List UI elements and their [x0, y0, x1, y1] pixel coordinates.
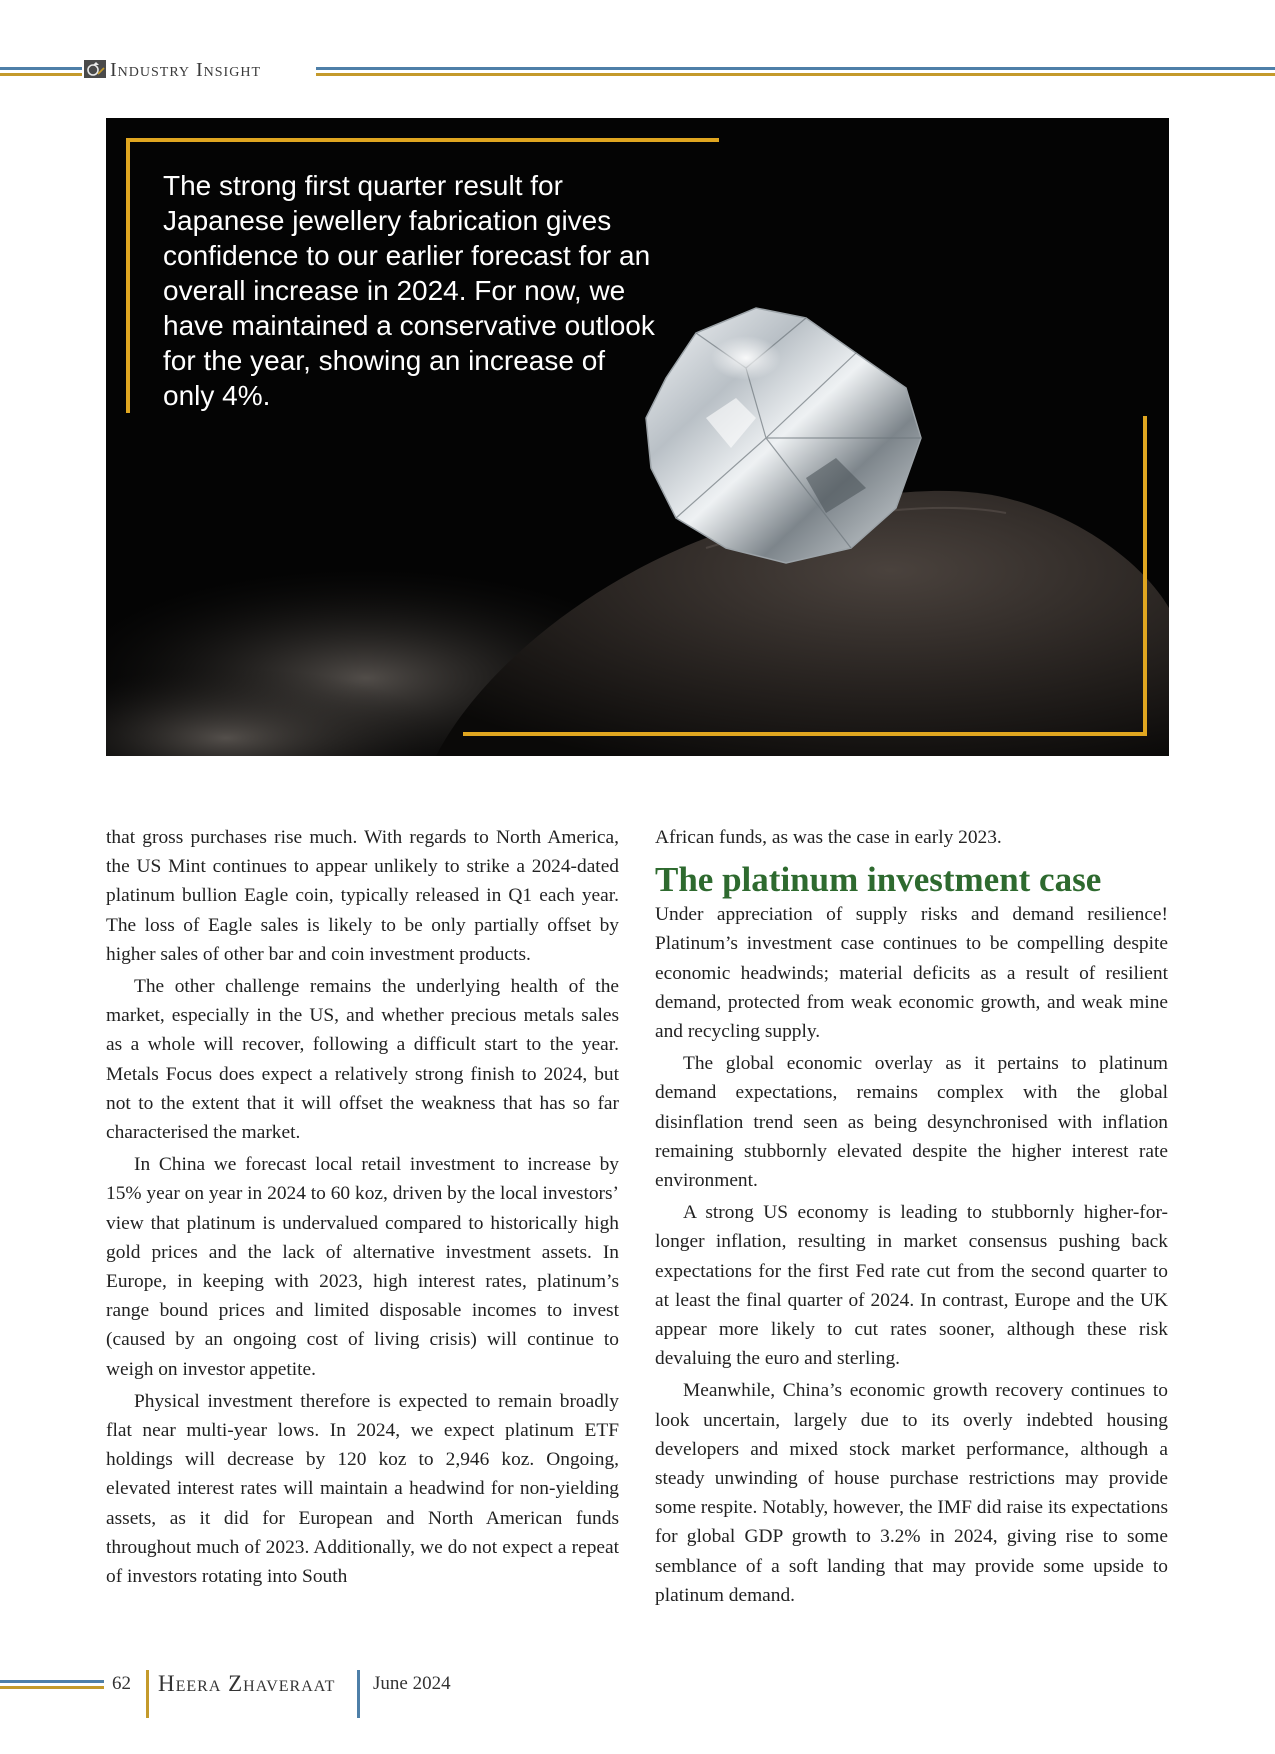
accent-frame-bottom: [463, 732, 1147, 736]
section-title: Industry Insight: [110, 59, 261, 81]
paragraph: that gross purchases rise much. With regards to North America, the US Mint continues to appear unlikely to strike a 2024-dated platinum bullion Eagle coin, typically released in Q1 each year. The loss of Eagle sales is likely to be only partially offset by higher sales of other bar and coin investment products.: [106, 827, 619, 965]
paragraph: The other challenge remains the underlying health of the market, especially in the US, and whether precious metals sales as a whole will recover, following a difficult start to the year. Metals Focus does expect a relatively strong finish to 2024, but not to the extent that it will offset the weakness that has so far characterised the market.: [106, 976, 619, 1144]
paragraph: Physical investment therefore is expected to remain broadly flat near multi-year lows. In 2024, we expect platinum ETF holdings will decrease by 120 koz to 2,946 koz. Ongoing, elevated interest rates will maintain a headwind for non-yielding assets, as it did for European and North American funds throughout much of 2023. Additionally, we do not expect a repeat of investors rotating into South: [106, 1390, 619, 1588]
header-rule-blue-right: [316, 67, 1275, 70]
paragraph: Under appreciation of supply risks and demand resilience! Platinum’s investment case continues to be compelling despite economic headwinds; material deficits as a result of resilient demand, protected from weak economic growth, and weak mine and recycling supply.: [655, 904, 1168, 1043]
magazine-name: Heera Zhaveraat: [158, 1671, 336, 1696]
header-rule-gold: [0, 73, 82, 76]
paragraph: In China we forecast local retail investment to increase by 15% year on year in 2024 to 60 koz, driven by the local investors’ view that platinum is undervalued compared to historically high gold prices and the lack of alternative investment assets. In Europe, in keeping with 2023, high interest rates, platinum’s range bound prices and limited disposable incomes to invest (caused by an ongoing cost of living crisis) will continue to weigh on investor appetite.: [106, 1154, 619, 1380]
paragraph: African funds, as was the case in early 2023.: [655, 827, 1002, 848]
footer-divider-gold: [146, 1670, 149, 1718]
paragraph: Meanwhile, China’s economic growth recovery continues to look uncertain, largely due to its overly indebted housing developers and mixed stock market performance, although a steady unwinding of house purchase restrictions may provide some respite. Notably, however, the IMF did raise its expectations for global GDP growth to 3.2% in 2024, giving rise to some semblance of a soft landing that may provide some upside to platinum demand.: [655, 1380, 1168, 1606]
article-left-column: [106, 823, 619, 1591]
footer-divider-blue: [357, 1670, 360, 1718]
footer-rule-gold: [0, 1686, 104, 1689]
ring-logo-icon: [84, 60, 106, 78]
paragraph: The global economic overlay as it pertains to platinum demand expectations, remains complex with the global disinflation trend seen as being desynchronised with inflation remaining stubbornly elevated despite the higher interest rate environment.: [655, 1053, 1168, 1192]
article-right-column: [655, 823, 1168, 1610]
pull-quote: The strong first quarter result for Japanese jewellery fabrication gives confidence to our earlier forecast for an overall increase in 2024. For now, we have maintained a conservative outlook for the year, showing an increase of only 4%.: [163, 170, 655, 411]
header-rule-gold-right: [316, 73, 1275, 76]
hero-image: [106, 118, 1169, 756]
accent-frame-left: [126, 138, 130, 413]
issue-date: June 2024: [373, 1673, 451, 1694]
header-rule-blue: [0, 67, 82, 70]
accent-frame-top: [126, 138, 719, 142]
page-number: 62: [112, 1673, 131, 1694]
footer-rule-blue: [0, 1680, 104, 1683]
section-heading: The platinum investment case: [655, 860, 1102, 900]
accent-frame-right: [1143, 416, 1147, 736]
paragraph: A strong US economy is leading to stubbornly higher-for-longer inflation, resulting in market consensus pushing back expectations for the first Fed rate cut from the second quarter to at least the final quarter of 2024. In contrast, Europe and the UK appear more likely to cut rates sooner, although these risk devaluing the euro and sterling.: [655, 1202, 1168, 1370]
